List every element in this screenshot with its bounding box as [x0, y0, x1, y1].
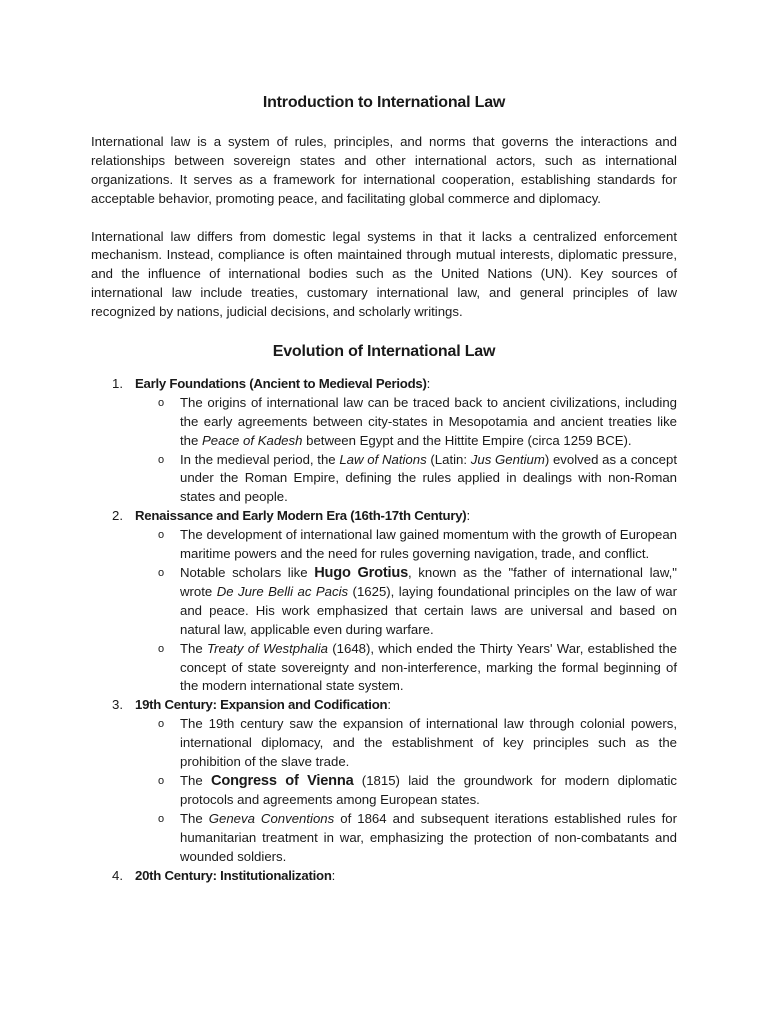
section-number: 1.	[112, 375, 123, 391]
bullet-icon: o	[158, 774, 165, 787]
term-emphasis: Law of Nations	[339, 451, 427, 467]
bullet-icon: o	[158, 453, 165, 466]
point-text: The origins of international law can be traced back to ancient civilizations, including the early agreements between city-states in Mesopotamia and ancient treaties like the	[180, 394, 677, 448]
term-emphasis: Jus Gentium	[470, 451, 545, 467]
section-title: Early Foundations (Ancient to Medieval Periods)	[135, 375, 427, 391]
section-title: 19th Century: Expansion and Codification	[135, 697, 388, 713]
point-list	[135, 715, 677, 866]
section-number: 3.	[112, 697, 123, 713]
point-text: between Egypt and the Hittite Empire (circa 1259 BCE).	[302, 432, 632, 448]
point-text: (1648), which ended the Thirty Years' War, established the concept of state sovereignty and non-interference, marking the formal beginning of the modern international state system.	[180, 640, 677, 694]
section-colon: :	[387, 697, 391, 713]
list-item	[135, 640, 677, 697]
section-title: Renaissance and Early Modern Era (16th-17th Century)	[135, 508, 467, 524]
section-item	[91, 507, 677, 696]
intro-paragraph-2: International law differs from domestic legal systems in that it lacks a centralized enforcement mechanism. Instead, compliance is often maintained through mutual interests, diplomatic pressure, and the influence of international bodies such as the United Nations (UN). Key sources of international law include treaties, customary international law, and general principles of law recognized by nations, judicial decisions, and scholarly writings.	[91, 228, 677, 320]
list-item	[135, 451, 677, 508]
document-title: Introduction to International Law	[262, 94, 506, 111]
point-list	[135, 394, 677, 507]
section-colon: :	[331, 867, 336, 883]
treaty-name-emphasis: Geneva Conventions	[208, 810, 335, 826]
point-text: ) evolved as a concept under the Roman Empire, defining the rules applied in dealings with non-Roman states and people.	[180, 451, 678, 505]
section-item	[91, 375, 677, 507]
point-text: The 19th century saw the expansion of international law through colonial powers, international diplomacy, and the establishment of key principles such as the prohibition of the slave trade.	[180, 716, 677, 770]
list-item	[135, 526, 677, 564]
bullet-icon: o	[158, 567, 165, 579]
list-item	[135, 394, 677, 451]
point-text: of 1864 and subsequent iterations established rules for humanitarian treatment in war, emphasizing the protection of non-combatants and wounded soldiers.	[180, 810, 678, 864]
bullet-icon: o	[158, 396, 165, 409]
point-text: , known as the "father of international law," wrote	[180, 565, 677, 599]
section-item	[91, 867, 677, 886]
point-text: In the medieval period, the	[180, 451, 340, 467]
treaty-name-emphasis: Peace of Kadesh	[202, 432, 303, 448]
point-text: The development of international law gained momentum with the growth of European maritime powers and the need for rules governing navigation, trade, and conflict.	[180, 527, 677, 562]
bullet-icon: o	[158, 812, 165, 825]
list-item	[135, 715, 677, 772]
intro-paragraph-1: International law is a system of rules, principles, and norms that governs the interactions and relationships between sovereign states and other international actors, such as international organizations. It serves as a framework for international cooperation, establishing standards for acceptable behavior, promoting peace, and facilitating global commerce and diplomacy.	[91, 134, 677, 206]
point-text: (1625), laying foundational principles on the law of war and peace. His work emphasized that certain laws are universal and based on natural law, applicable even during warfare.	[180, 583, 677, 637]
event-name-bold: Congress of Vienna	[211, 772, 354, 789]
section-number: 4.	[112, 867, 123, 883]
bullet-icon: o	[158, 642, 165, 655]
point-text: The	[180, 772, 212, 788]
point-text: The	[180, 640, 208, 656]
point-text: (Latin:	[426, 451, 471, 467]
section-number: 2.	[112, 508, 123, 524]
point-text: (1815) laid the groundwork for modern diplomatic protocols and agreements among European states.	[180, 772, 677, 807]
treaty-name-emphasis: Treaty of Westphalia	[207, 640, 328, 656]
section-title: 20th Century: Institutionalization	[135, 867, 332, 883]
section-item	[91, 696, 677, 866]
evolution-heading: Evolution of International Law	[272, 342, 496, 360]
bullet-icon: o	[158, 718, 165, 731]
bullet-icon: o	[158, 529, 165, 542]
work-title-emphasis: De Jure Belli ac Pacis	[216, 583, 349, 599]
evolution-list	[91, 375, 677, 885]
point-text: The	[180, 810, 209, 826]
section-colon: :	[466, 508, 471, 524]
list-item	[135, 810, 677, 867]
point-text: Notable scholars like	[180, 565, 315, 580]
list-item	[135, 564, 677, 640]
point-list	[135, 526, 677, 696]
person-name-bold: Hugo Grotius	[314, 565, 408, 581]
section-colon: :	[426, 375, 431, 391]
list-item	[135, 772, 677, 810]
